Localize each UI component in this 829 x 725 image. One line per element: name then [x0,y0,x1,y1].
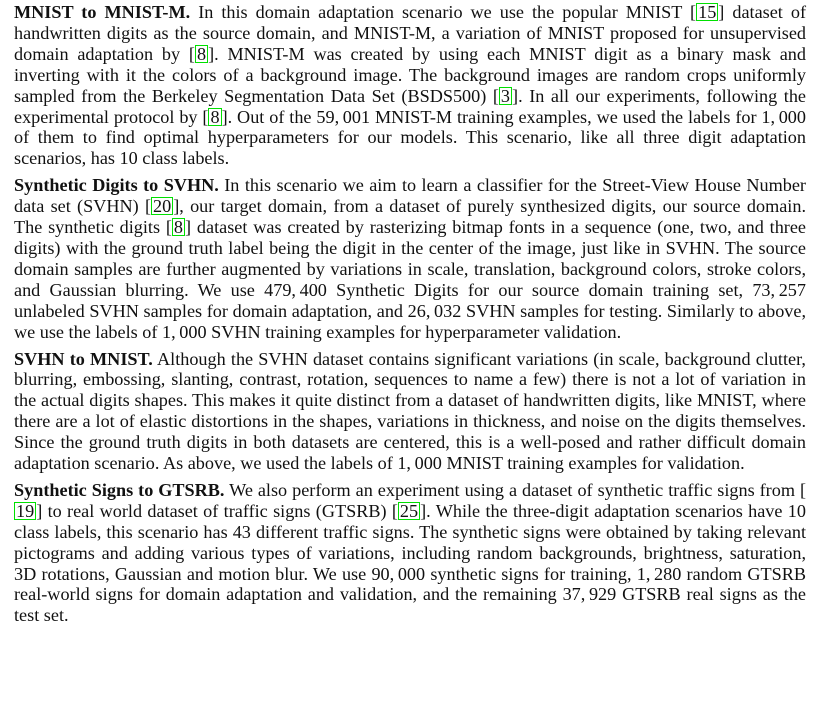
text-segment: ] dataset was created by rasterizing bitmap fonts in a sequence (one, two, and three digits) with the ground truth label being the digit in the center of the image, just like in SVHN. The source domain samples are further augmented by variations in scale, translation, background colors, stroke colors, and Gaussian blurring. We use 479, 400 Synthetic Digits for our source domain training set, 73, 257 unlabeled SVHN samples for domain adaptation, and 26, 032 SVHN samples for testing. Similarly to above, we use the labels of 1, 000 SVHN training examples for hyperparameter validation. [14,217,806,342]
paragraph-synthetic-signs-to-gtsrb [14,480,806,626]
text-segment: In this domain adaptation scenario we use the popular MNIST [ [190,2,697,22]
text-segment: ], our target domain, from a dataset of purely synthesized digits, our source domain. The synthetic digits [ [14,196,806,238]
citation-link[interactable]: 19 [16,500,35,521]
citation-link[interactable]: 8 [210,106,220,127]
text-segment: In this scenario we aim to learn a classifier for the Street-View House Number data set (SVHN) [ [14,175,806,217]
paragraph-mnist-to-mnistm [14,2,806,169]
citation-link[interactable]: 15 [698,2,717,22]
text-segment: ] dataset of handwritten digits as the source domain, and MNIST-M, a variation of MNIST proposed for unsupervised domain adaptation by [ [14,2,807,64]
citation-link[interactable]: 8 [173,217,184,238]
paragraph-svhn-to-mnist [14,349,806,474]
text-segment: Although the SVHN dataset contains significant variations (in scale, background clutter, blurring, embossing, slanting, contrast, rotation, sequences to name a few) there is not a lot of variation in the actual digits shapes. This makes it quite distinct from a dataset of handwritten digits, like MNIST, where there are a lot of elastic distortions in the shapes, variations in thickness, and noise on the digits themselves. Since the ground truth digits in both datasets are centered, this is a well-posed and rather difficult domain adaptation scenario. As above, we used the labels of 1, 000 MNIST training examples for validation. [14,348,806,474]
paragraph-heading: SVHN to MNIST. [14,348,153,369]
citation-link[interactable]: 25 [399,500,419,521]
text-segment: ]. Out of the 59, 001 MNIST-M training examples, we used the labels for 1, 000 of them to find optimal hyperparameters for our models. This scenario, like all three digit adaptation scenarios, has 10 class labels. [14,106,806,169]
paragraph-synthetic-digits-to-svhn [14,175,806,342]
text-segment: We also perform an experiment using a dataset of synthetic traffic signs from [ [224,479,806,500]
text-segment: ]. In all our experiments, following the experimental protocol by [ [14,85,806,127]
citation-link[interactable]: 20 [153,196,172,217]
text-segment: ]. While the three-digit adaptation scenarios have 10 class labels, this scenario has 43 different traffic signs. The synthetic signs were obtained by taking relevant pictograms and adding various types of variations, including random backgrounds, brightness, saturation, 3D rotations, Gaussian and motion blur. We use 90, 000 synthetic signs for training, 1, 280 random GTSRB real-world signs for domain adaptation and validation, and the remaining 37, 929 GTSRB real signs as the test set. [14,500,806,626]
citation-link[interactable]: 8 [196,43,207,64]
paragraph-heading: MNIST to MNIST-M. [14,2,191,22]
text-segment: ] to real world dataset of traffic signs (GTSRB) [ [36,500,398,521]
paragraph-heading: Synthetic Signs to GTSRB. [14,479,225,500]
text-segment: ]. MNIST-M was created by using each MNIST digit as a binary mask and inverting with it the colors of a background image. The background images are random crops uniformly sampled from the Berkeley Segmentation Data Set (BSDS500) [ [14,43,806,106]
document-page [14,2,806,626]
paragraph-heading: Synthetic Digits to SVHN. [14,175,219,196]
citation-link[interactable]: 3 [500,85,511,106]
